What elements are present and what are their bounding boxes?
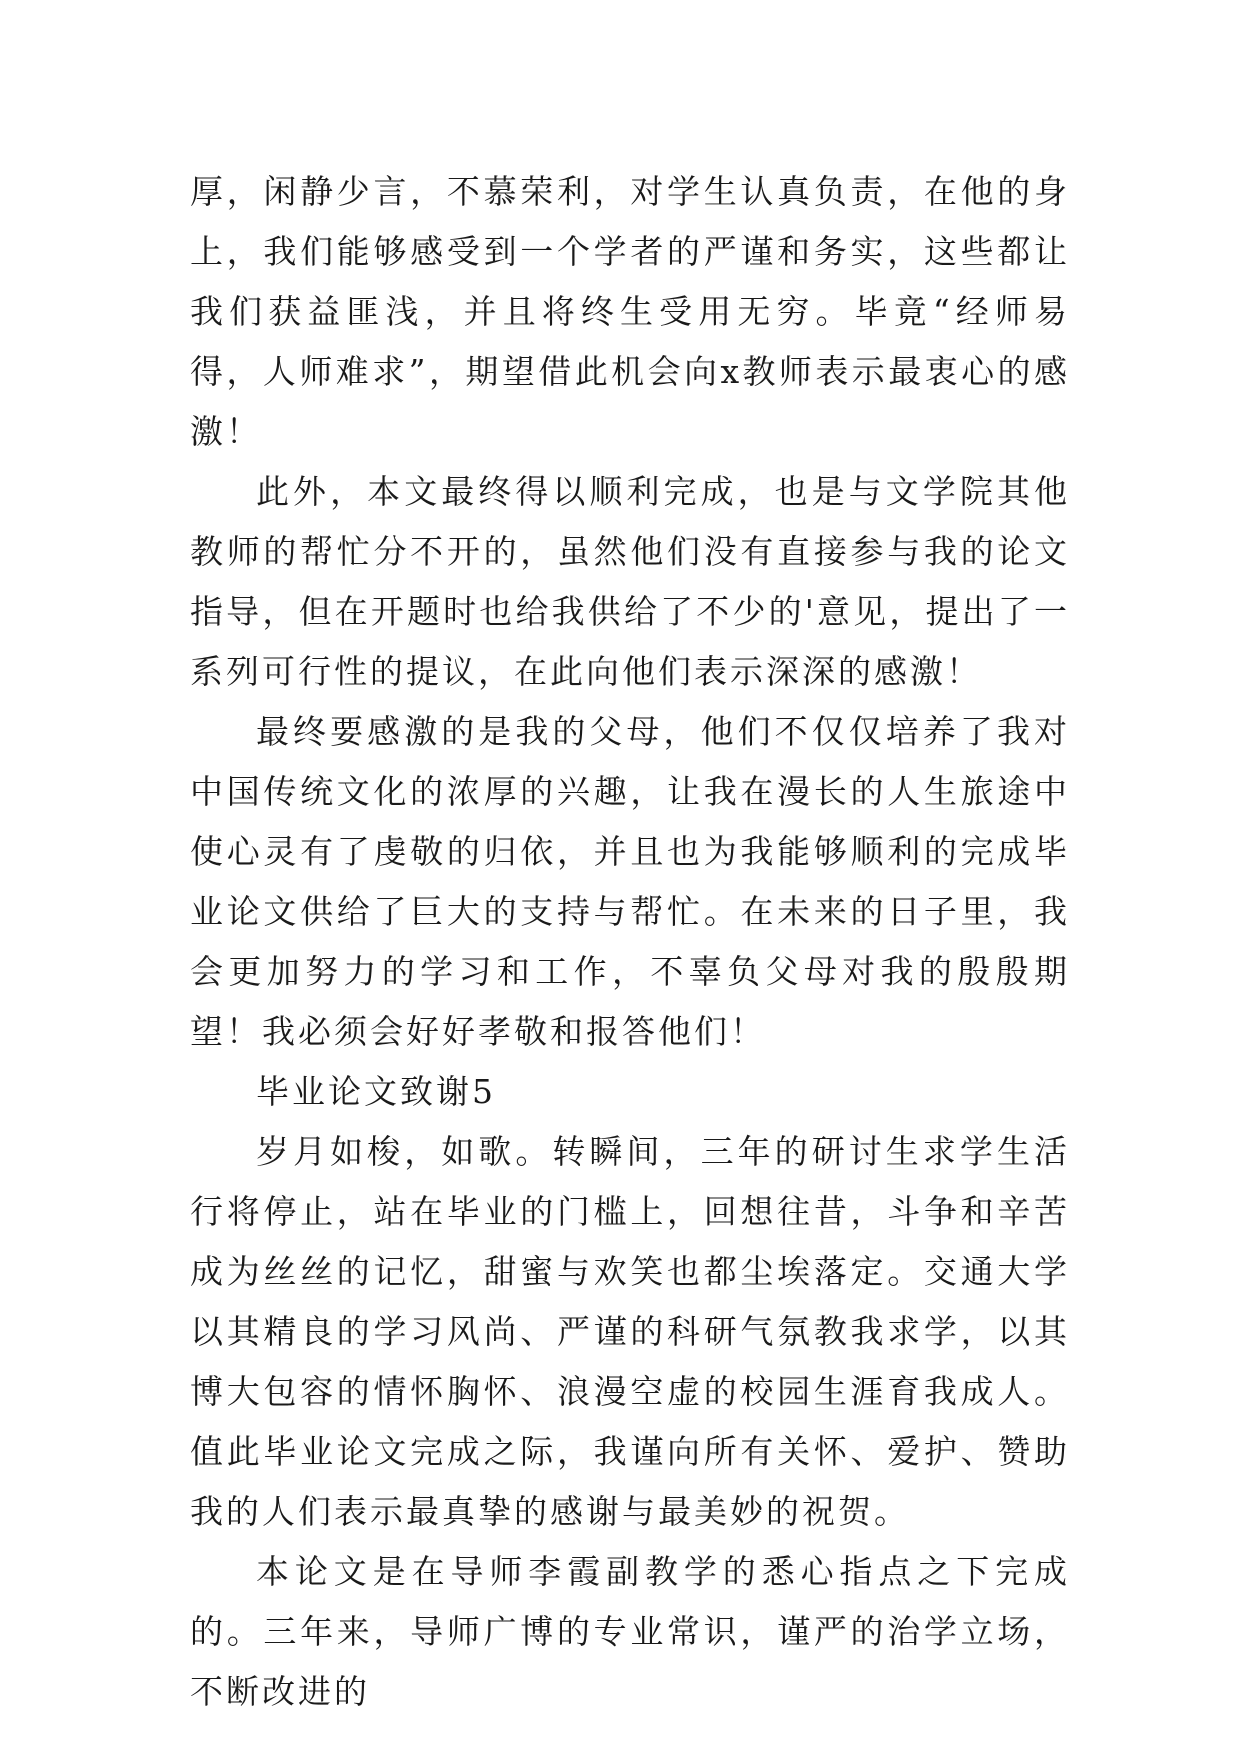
paragraph-intro: 岁月如梭，如歌。转瞬间，三年的研讨生求学生活行将停止，站在毕业的门槛上，回想往昔，斗争和辛苦成为丝丝的记忆，甜蜜与欢笑也都尘埃落定。交通大学以其精良的学习风尚、严谨的科研气氛教我求学，以其博大包容的情怀胸怀、浪漫空虚的校园生涯育我成人。值此毕业论文完成之际，我谨向所有关怀、爱护、赞助我的人们表示最真挚的感谢与最美妙的祝贺。	[190, 1132, 1070, 1531]
paragraph-advisor: 本论文是在导师李霞副教学的悉心指点之下完成的。三年来，导师广博的专业常识，谨严的治学立场，不断改进的	[190, 1552, 1070, 1711]
paragraph-thanks-faculty: 此外，本文最终得以顺利完成，也是与文学院其他教师的帮忙分不开的，虽然他们没有直接参与我的论文指导，但在开题时也给我供给了不少的'意见，提出了一系列可行性的提议，在此向他们表示深深的感激！	[190, 472, 1070, 691]
paragraph-continuation: 厚，闲静少言，不慕荣利，对学生认真负责，在他的身上，我们能够感受到一个学者的严谨和务实，这些都让我们获益匪浅，并且将终生受用无穷。毕竟“经师易得，人师难求”，期望借此机会向x教师表示最衷心的感激！	[190, 172, 1070, 451]
section-heading: 毕业论文致谢5	[256, 1072, 496, 1111]
document-body	[190, 162, 1070, 1722]
paragraph-thanks-parents: 最终要感激的是我的父母，他们不仅仅培养了我对中国传统文化的浓厚的兴趣，让我在漫长的人生旅途中使心灵有了虔敬的归依，并且也为我能够顺利的完成毕业论文供给了巨大的支持与帮忙。在未来的日子里，我会更加努力的学习和工作，不辜负父母对我的殷殷期望！我必须会好好孝敬和报答他们！	[190, 712, 1070, 1051]
